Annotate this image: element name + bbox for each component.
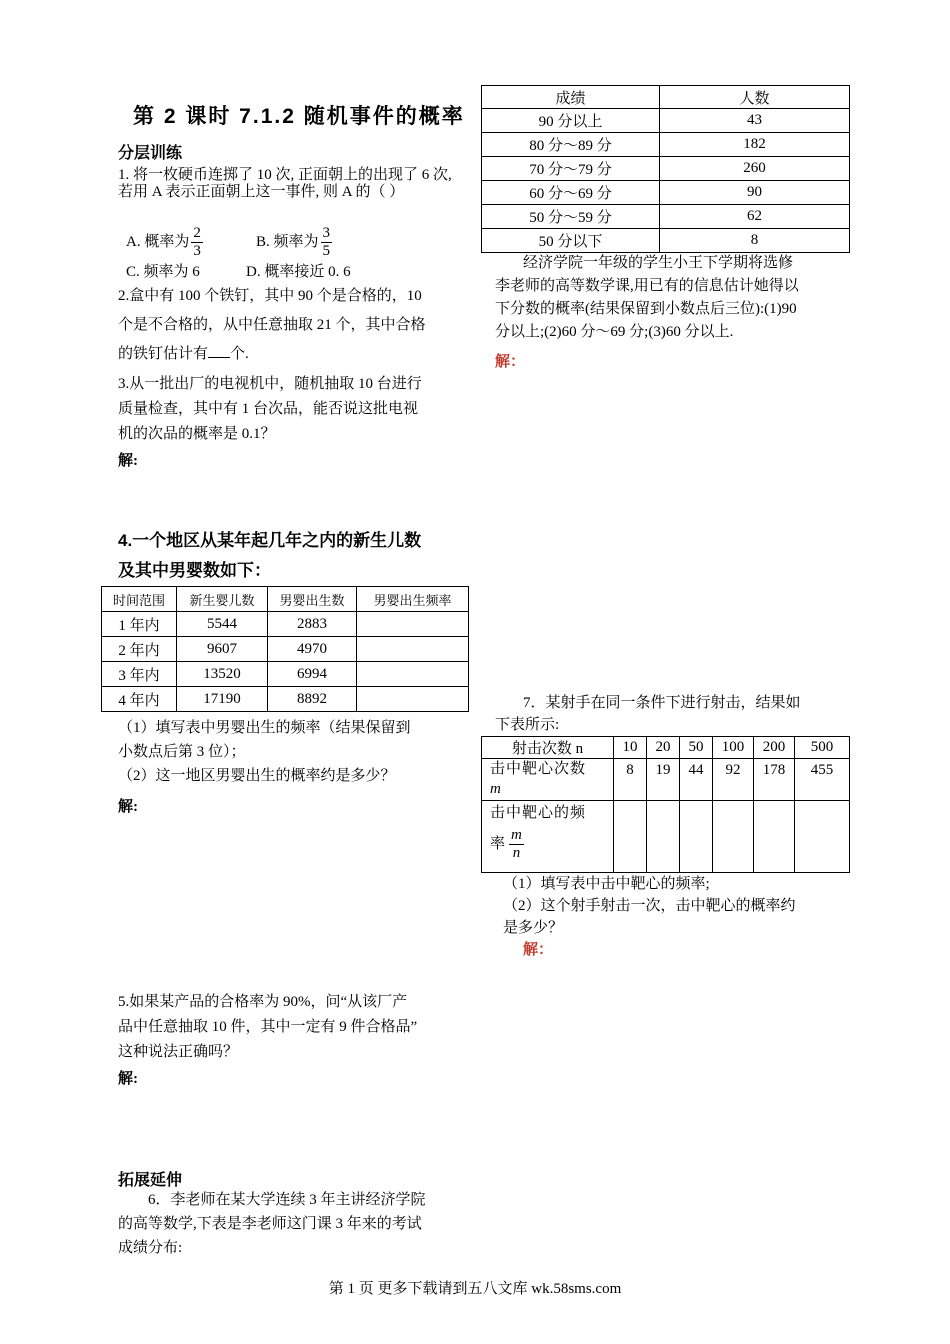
table-row-header <box>482 759 614 801</box>
section-heading-extension: 拓展延伸 <box>118 1172 183 1189</box>
table-cell: 62 <box>660 205 850 229</box>
table-cell: 8 <box>614 759 647 801</box>
question-2-line: 2.盒中有 100 个铁钉，其中 90 个是合格的，10 <box>118 288 422 304</box>
table-header-cell: 成绩 <box>482 86 660 109</box>
table-cell <box>795 801 850 873</box>
table-row <box>102 637 469 662</box>
fraction-denominator: 5 <box>322 243 331 260</box>
question-6-line: 下分数的概率(结果保留到小数点后三位):(1)90 <box>495 301 797 317</box>
table-cell <box>647 801 680 873</box>
table-row <box>482 181 850 205</box>
table-cell: 90 <box>660 181 850 205</box>
question-4-line: 4.一个地区从某年起几年之内的新生儿数 <box>118 531 422 550</box>
table-cell: 10 <box>614 737 647 759</box>
table-cell: 19 <box>647 759 680 801</box>
table-row-header: 射击次数 n <box>482 737 614 759</box>
table-cell: 80 分～89 分 <box>482 133 660 157</box>
table-cell: 50 <box>680 737 713 759</box>
table-cell: 50 分～59 分 <box>482 205 660 229</box>
question-6-line: 6．李老师在某大学连续 3 年主讲经济学院 <box>148 1192 426 1208</box>
question-6-text <box>495 252 850 344</box>
table-cell <box>357 637 469 662</box>
table-row <box>482 109 850 133</box>
table-cell: 182 <box>660 133 850 157</box>
table-cell: 100 <box>713 737 754 759</box>
question-7-intro <box>495 692 801 736</box>
fraction-numerator: 3 <box>322 225 331 242</box>
newborn-table <box>101 586 469 712</box>
table-row <box>482 157 850 181</box>
table-header-row <box>482 86 850 109</box>
table-cell: 13520 <box>177 662 268 687</box>
option-a-text: A. 概率为 <box>126 234 190 250</box>
table-cell: 50 分以下 <box>482 229 660 253</box>
fraction-numerator: m <box>511 827 522 843</box>
row-label-text-b: 率 <box>490 835 506 852</box>
table-cell <box>713 801 754 873</box>
question-3 <box>118 372 422 447</box>
answer-label-q4: 解: <box>118 799 138 815</box>
table-header-cell: 新生婴儿数 <box>177 587 268 612</box>
question-4-stem <box>118 526 421 586</box>
table-row <box>482 737 850 759</box>
table-header-cell: 男婴出生频率 <box>357 587 469 612</box>
question-5-line: 这种说法正确吗？ <box>118 1044 239 1060</box>
question-6-line: 成绩分布: <box>118 1240 183 1256</box>
question-2-text: 的铁钉估计有 <box>118 346 209 362</box>
table-cell: 43 <box>660 109 850 133</box>
question-4-sub: 小数点后第 3 位）； <box>118 744 246 760</box>
fraction-denominator: n <box>512 845 521 861</box>
option-b-fraction <box>321 225 333 260</box>
m-over-n-fraction <box>509 827 524 862</box>
answer-label-q3: 解: <box>118 453 138 469</box>
table-cell <box>680 801 713 873</box>
table-row <box>482 205 850 229</box>
question-5 <box>118 990 417 1065</box>
question-7-sub: （2）这个射手射击一次，击中靶心的概率约 <box>503 898 796 914</box>
question-6-line: 经济学院一年级的学生小王下学期将选修 <box>523 255 794 271</box>
table-cell: 1 年内 <box>102 612 177 637</box>
table-cell: 9607 <box>177 637 268 662</box>
table-cell: 500 <box>795 737 850 759</box>
table-cell: 6994 <box>268 662 357 687</box>
question-1-option-a <box>126 220 205 264</box>
table-header-cell: 男婴出生数 <box>268 587 357 612</box>
score-distribution-table <box>481 85 850 253</box>
question-7-line: 7．某射手在同一条件下进行射击，结果如 <box>523 695 801 711</box>
table-cell: 90 分以上 <box>482 109 660 133</box>
table-header-cell: 时间范围 <box>102 587 177 612</box>
page-title: 第 2 课时 7.1.2 随机事件的概率 <box>133 105 465 128</box>
fraction-denominator: 3 <box>193 243 201 260</box>
question-2-line: 个是不合格的，从中任意抽取 21 个，其中合格 <box>118 317 426 333</box>
question-6-intro <box>118 1188 426 1260</box>
table-row <box>482 229 850 253</box>
question-1-option-b <box>256 220 334 264</box>
table-row <box>102 687 469 712</box>
table-row <box>482 801 850 873</box>
table-cell: 70 分～79 分 <box>482 157 660 181</box>
question-2-line <box>118 340 426 369</box>
table-cell: 5544 <box>177 612 268 637</box>
table-cell <box>357 612 469 637</box>
table-cell <box>754 801 795 873</box>
table-cell: 8 <box>660 229 850 253</box>
row-label-variable: m <box>490 781 501 797</box>
table-cell: 2883 <box>268 612 357 637</box>
question-4-subquestions <box>118 716 411 788</box>
question-4-sub: （2）这一地区男婴出生的概率约是多少？ <box>118 768 396 784</box>
table-cell: 3 年内 <box>102 662 177 687</box>
table-row <box>482 133 850 157</box>
answer-label-q6: 解： <box>495 354 526 370</box>
table-cell: 20 <box>647 737 680 759</box>
question-5-line: 5.如果某产品的合格率为 90%，问“从该厂产 <box>118 994 408 1010</box>
question-7-sub: 是多少？ <box>503 920 564 936</box>
answer-label-q7: 解： <box>523 942 554 958</box>
table-cell: 92 <box>713 759 754 801</box>
table-row <box>482 759 850 801</box>
table-row <box>102 612 469 637</box>
section-heading-practice: 分层训练 <box>118 145 183 162</box>
question-7-subquestions <box>503 873 796 939</box>
table-cell: 4 年内 <box>102 687 177 712</box>
question-2-text: 个. <box>230 346 249 362</box>
table-cell: 200 <box>754 737 795 759</box>
question-7-line: 下表所示: <box>495 717 560 733</box>
question-1-option-d: D. 概率接近 0. 6 <box>246 264 351 280</box>
question-6-line: 李老师的高等数学课,用已有的信息估计她得以 <box>495 278 799 294</box>
question-3-line: 机的次品的概率是 0.1？ <box>118 426 276 442</box>
table-cell: 17190 <box>177 687 268 712</box>
table-cell <box>357 687 469 712</box>
answer-label-q5: 解: <box>118 1071 138 1087</box>
table-header-row <box>102 587 469 612</box>
question-1-stem: 1. 将一枚硬币连掷了 10 次, 正面朝上的出现了 6 次, 若用 A 表示正面朝上这一事件, 则 A 的（ ） <box>118 167 452 200</box>
table-cell: 4970 <box>268 637 357 662</box>
table-cell: 178 <box>754 759 795 801</box>
option-a-fraction <box>191 225 203 260</box>
table-header-cell: 人数 <box>660 86 850 109</box>
question-1-option-c: C. 频率为 6 <box>126 264 200 280</box>
question-5-line: 品中任意抽取 10 件，其中一定有 9 件合格品” <box>118 1019 418 1035</box>
question-6-line: 的高等数学,下表是李老师这门课 3 年来的考试 <box>118 1216 422 1232</box>
question-7-sub: （1）填写表中击中靶心的频率; <box>503 876 710 892</box>
table-cell: 8892 <box>268 687 357 712</box>
row-label-text: 击中靶心的频 <box>490 805 587 821</box>
page-footer: 第 1 页 更多下载请到五八文库 wk.58sms.com <box>328 1281 622 1297</box>
table-cell: 2 年内 <box>102 637 177 662</box>
answer-blank <box>208 342 230 358</box>
option-b-text: B. 频率为 <box>256 234 319 250</box>
question-2 <box>118 282 426 369</box>
row-label-text <box>490 827 613 862</box>
table-row <box>102 662 469 687</box>
question-4-line: 及其中男婴数如下： <box>118 561 271 580</box>
table-row-header <box>482 801 614 873</box>
table-cell: 44 <box>680 759 713 801</box>
row-label-text: 击中靶心次数 <box>490 761 587 777</box>
table-cell <box>357 662 469 687</box>
table-cell: 60 分～69 分 <box>482 181 660 205</box>
table-cell: 260 <box>660 157 850 181</box>
question-6-line: 分以上;(2)60 分～69 分;(3)60 分以上. <box>495 324 734 340</box>
question-4-sub: （1）填写表中男婴出生的频率（结果保留到 <box>118 720 411 736</box>
question-3-line: 3.从一批出厂的电视机中，随机抽取 10 台进行 <box>118 376 422 392</box>
table-cell <box>614 801 647 873</box>
question-3-line: 质量检查，其中有 1 台次品，能否说这批电视 <box>118 401 419 417</box>
shooting-table <box>481 736 850 873</box>
fraction-numerator: 2 <box>193 225 201 242</box>
table-cell: 455 <box>795 759 850 801</box>
